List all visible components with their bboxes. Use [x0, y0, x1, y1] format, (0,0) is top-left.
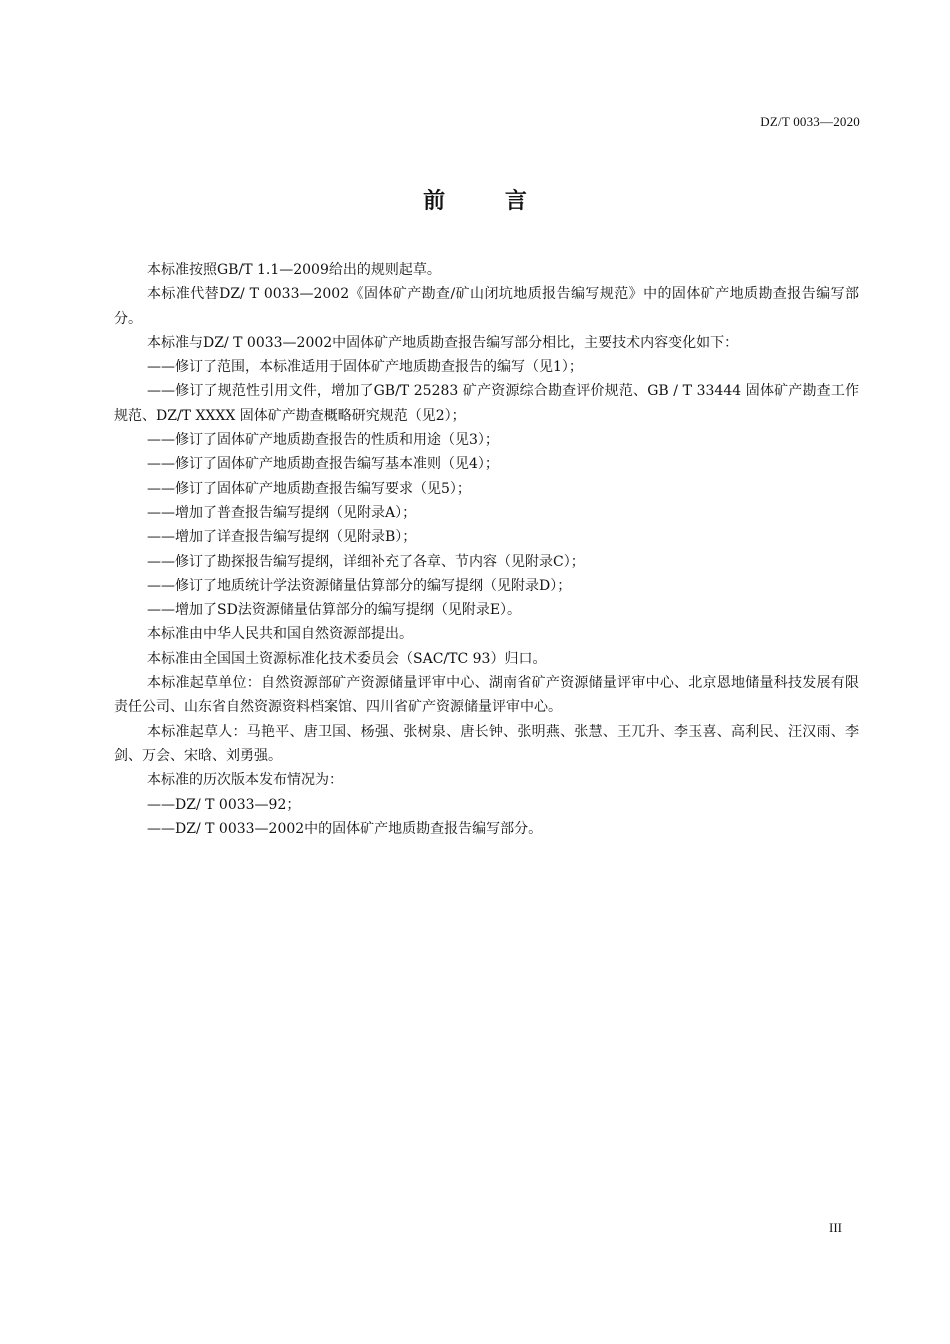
paragraph: 本标准起草单位：自然资源部矿产资源储量评审中心、湖南省矿产资源储量评审中心、北京恩地储量科技发展有限责任公司、山东省自然资源资料档案馆、四川省矿产资源储量评审中心。	[114, 675, 859, 716]
standard-code: DZ/T 0033—2020	[760, 114, 860, 129]
paragraph: ——修订了范围，本标准适用于固体矿产地质勘查报告的编写（见1）；	[147, 359, 583, 376]
page-number: III	[829, 1220, 842, 1235]
paragraph: ——修订了地质统计学法资源储量估算部分的编写提纲（见附录D）；	[147, 577, 572, 594]
paragraph: 本标准与DZ/ T 0033—2002中固体矿产地质勘查报告编写部分相比，主要技术内容变化如下：	[147, 334, 739, 351]
paragraph: 本标准起草人：马艳平、唐卫国、杨强、张树泉、唐长钟、张明燕、张慧、王兀升、李玉喜、高利民、汪汉雨、李剑、万会、宋晗、刘勇强。	[114, 723, 859, 764]
paragraph: ——修订了固体矿产地质勘查报告的性质和用途（见3）；	[147, 432, 499, 449]
paragraph: ——DZ/ T 0033—2002中的固体矿产地质勘查报告编写部分。	[147, 820, 543, 837]
paragraph: 本标准由中华人民共和国自然资源部提出。	[147, 626, 413, 643]
paragraph: ——增加了普查报告编写提纲（见附录A）；	[147, 504, 417, 521]
paragraph: ——修订了固体矿产地质勘查报告编写基本准则（见4）；	[147, 456, 499, 473]
paragraph: ——DZ/ T 0033—92；	[147, 796, 301, 813]
page-title: 前 言	[423, 189, 553, 214]
paragraph: ——增加了详查报告编写提纲（见附录B）；	[147, 529, 417, 546]
document-body	[114, 258, 859, 841]
paragraph: 本标准按照GB/T 1.1—2009给出的规则起草。	[147, 262, 441, 278]
paragraph: ——增加了SD法资源储量估算部分的编写提纲（见附录E）。	[147, 602, 522, 619]
paragraph: ——修订了勘探报告编写提纲，详细补充了各章、节内容（见附录C）；	[147, 553, 585, 570]
paragraph: 本标准的历次版本发布情况为：	[147, 772, 343, 789]
paragraph: ——修订了固体矿产地质勘查报告编写要求（见5）；	[147, 480, 471, 497]
paragraph: ——修订了规范性引用文件，增加了GB/T 25283 矿产资源综合勘查评价规范、GB / T 33444 固体矿产勘查工作规范、DZ/T XXXX 固体矿产勘查概略研究规范（见2）；	[114, 383, 859, 424]
paragraph: 本标准由全国国土资源标准化技术委员会（SAC/TC 93）归口。	[147, 650, 547, 667]
paragraph: 本标准代替DZ/ T 0033—2002《固体矿产勘查/矿山闭坑地质报告编写规范》中的固体矿产地质勘查报告编写部分。	[114, 286, 859, 327]
